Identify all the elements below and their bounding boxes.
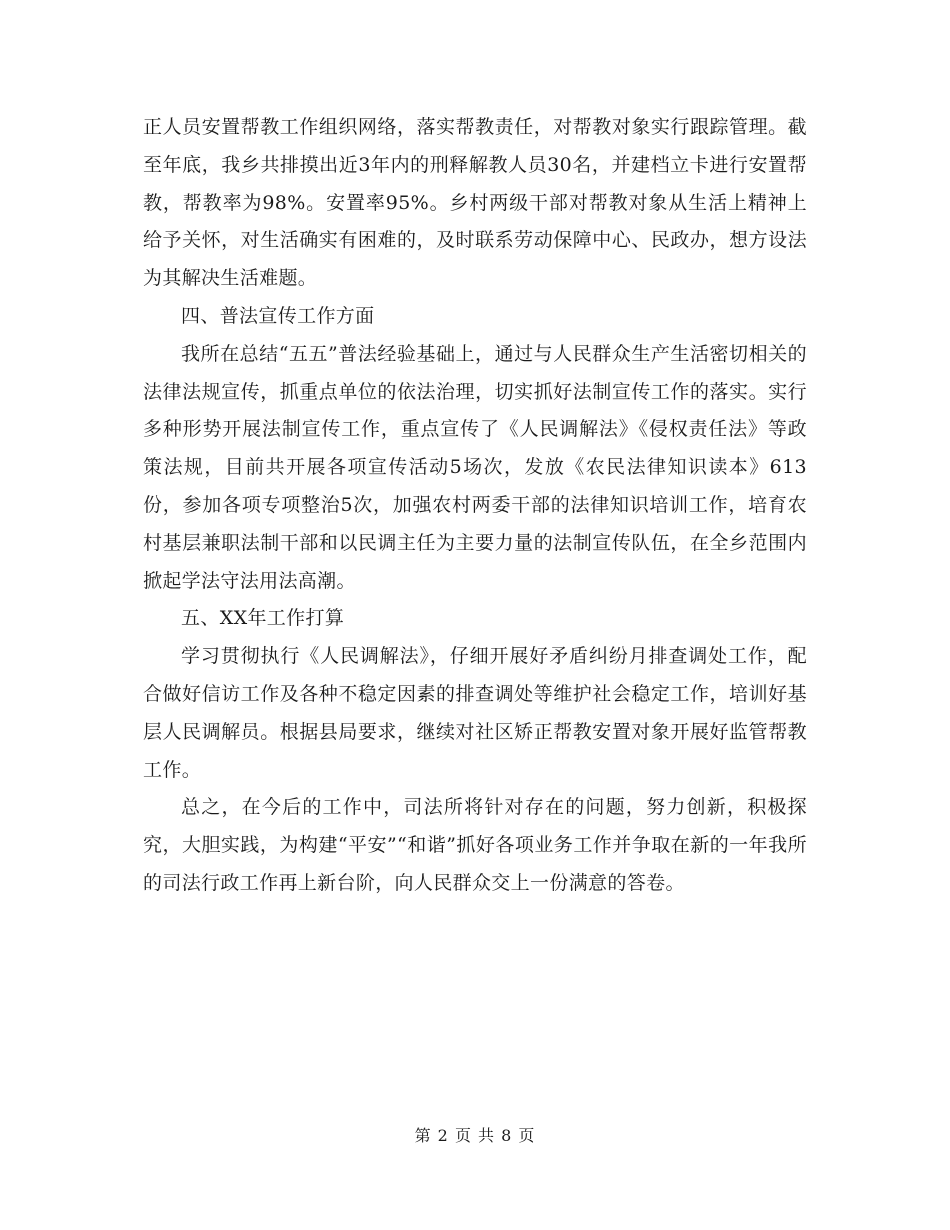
- document-body: [143, 109, 807, 903]
- section-heading-legal-publicity: 四、普法宣传工作方面: [181, 304, 375, 327]
- paragraph-continuation: 正人员安置帮教工作组织网络，落实帮教责任，对帮教对象实行跟踪管理。截至年底，我乡共排摸出近3年内的刑释解教人员30名，并建档立卡进行安置帮教，帮教率为98%。安置率95%。乡村两级干部对帮教对象从生活上精神上给予关怀，对生活确实有困难的，及时联系劳动保障中心、民政办，想方设法为其解决生活难题。: [143, 116, 807, 290]
- paragraph-work-plan: 学习贯彻执行《人民调解法》，仔细开展好矛盾纠纷月排查调处工作，配合做好信访工作及各种不稳定因素的排查调处等维护社会稳定工作，培训好基层人民调解员。根据县局要求，继续对社区矫正帮教安置对象开展好监管帮教工作。: [143, 645, 807, 781]
- page-number-footer: 第 2 页 共 8 页: [414, 1126, 536, 1145]
- paragraph-conclusion: 总之，在今后的工作中，司法所将针对存在的问题，努力创新，积极探究，大胆实践，为构建“平安”“和谐”抓好各项业务工作并争取在新的一年我所的司法行政工作再上新台阶，向人民群众交上一份满意的答卷。: [143, 796, 807, 894]
- section-heading-work-plan: 五、XX年工作打算: [181, 607, 345, 630]
- paragraph-legal-publicity: 我所在总结“五五”普法经验基础上，通过与人民群众生产生活密切相关的法律法规宣传，抓重点单位的依法治理，切实抓好法制宣传工作的落实。实行多种形势开展法制宣传工作，重点宣传了《人民调解法》《侵权责任法》等政策法规，目前共开展各项宣传活动5场次，发放《农民法律知识读本》613份，参加各项专项整治5次，加强农村两委干部的法律知识培训工作，培育农村基层兼职法制干部和以民调主任为主要力量的法制宣传队伍，在全乡范围内掀起学法守法用法高潮。: [143, 342, 807, 592]
